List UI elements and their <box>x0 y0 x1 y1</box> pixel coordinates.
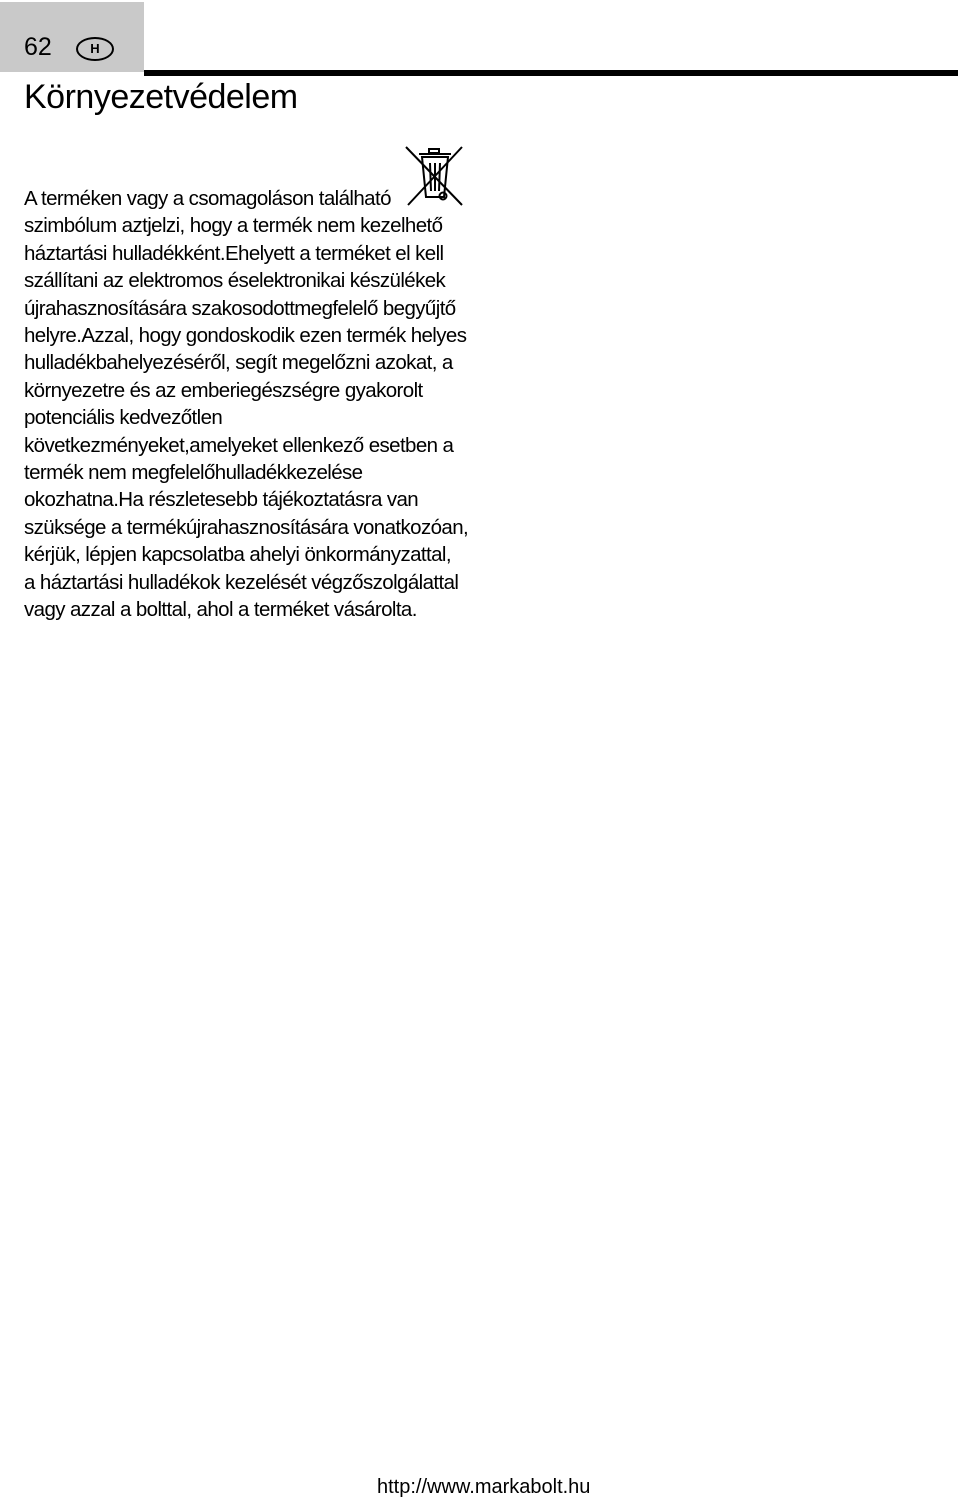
paragraph-line: környezetre és az emberiegészségre gyakorolt <box>24 378 423 402</box>
page-number-tab <box>0 2 144 72</box>
paragraph-line: szállítani az elektromos éselektronikai készülékek <box>24 269 446 293</box>
paragraph-line: a háztartási hulladékok kezelését végzőszolgálattal <box>24 570 459 594</box>
paragraph-line: termék nem megfelelőhulladékkezelése <box>24 461 363 485</box>
paragraph-line: helyre.Azzal, hogy gondoskodik ezen termék helyes <box>24 324 467 348</box>
page-number: 62 <box>24 33 52 61</box>
language-badge: H <box>76 37 114 61</box>
environment-paragraph <box>24 185 504 624</box>
paragraph-line: háztartási hulladékként.Ehelyett a terméket el kell <box>24 241 444 265</box>
paragraph-line: szüksége a termékújrahasznosítására vonatkozóan, <box>24 515 469 539</box>
paragraph-line: újrahasznosítására szakosodottmegfelelő begyűjtő <box>24 296 456 320</box>
paragraph-line: A terméken vagy a csomagoláson található <box>24 187 391 210</box>
paragraph-line: okozhatna.Ha részletesebb tájékoztatásra van <box>24 488 419 512</box>
paragraph-line: szimbólum aztjelzi, hogy a termék nem kezelhető <box>24 214 443 238</box>
page-title: Környezetvédelem <box>24 78 298 116</box>
paragraph-line: hulladékbahelyezéséről, segít megelőzni azokat, a <box>24 351 453 375</box>
paragraph-line: kérjük, lépjen kapcsolatba ahelyi önkormányzattal, <box>24 543 451 567</box>
paragraph-line: következményeket,amelyeket ellenkező esetben a <box>24 433 454 457</box>
footer-url-link[interactable]: http://www.markabolt.hu <box>377 1476 591 1498</box>
paragraph-line: vagy azzal a bolttal, ahol a terméket vásárolta. <box>24 598 417 622</box>
paragraph-line: potenciális kedvezőtlen <box>24 406 223 430</box>
